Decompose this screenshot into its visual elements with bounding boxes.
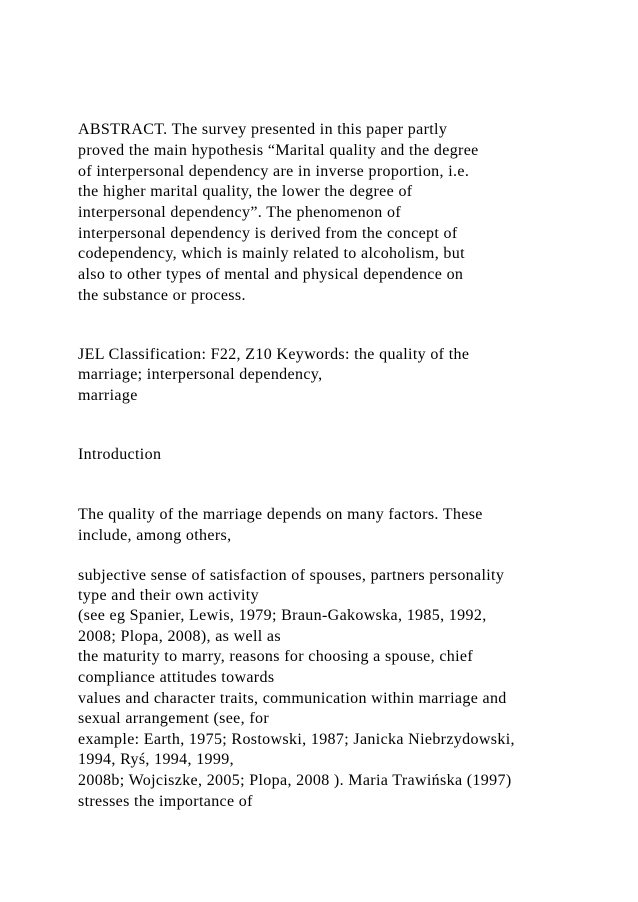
body-text-line: include, among others, [78, 527, 232, 544]
body-text-line: 2008b; Wojciszke, 2005; Plopa, 2008 ). Maria Trawińska (1997) [78, 772, 512, 789]
body-text-line: (see eg Spanier, Lewis, 1979; Braun-Gakowska, 1985, 1992, [78, 607, 487, 624]
body-text-line: example: Earth, 1975; Rostowski, 1987; Janicka Niebrzydowski, [78, 731, 515, 748]
jel-keywords-line: JEL Classification: F22, Z10 Keywords: the quality of the [78, 346, 470, 363]
body-text-line: type and their own activity [78, 587, 259, 604]
body-text-line: 2008; Plopa, 2008), as well as [78, 628, 281, 645]
body-text-line: the maturity to marry, reasons for choosing a spouse, chief [78, 648, 474, 665]
jel-keywords-line: marriage [78, 387, 138, 404]
abstract-line: interpersonal dependency”. The phenomenon of [78, 204, 401, 221]
body-text-line: 1994, Ryś, 1994, 1999, [78, 751, 234, 768]
body-text-line: compliance attitudes towards [78, 669, 275, 686]
abstract-line: the higher marital quality, the lower the degree of [78, 183, 413, 200]
body-text-line: subjective sense of satisfaction of spouses, partners personality [78, 567, 505, 584]
abstract-line: codependency, which is mainly related to alcoholism, but [78, 245, 465, 262]
section-heading: Introduction [78, 446, 162, 463]
abstract-line: the substance or process. [78, 287, 246, 304]
abstract-line: interpersonal dependency is derived from the concept of [78, 225, 458, 242]
abstract-line: of interpersonal dependency are in inverse proportion, i.e. [78, 163, 470, 180]
body-text-line: The quality of the marriage depends on many factors. These [78, 506, 483, 523]
abstract-line: proved the main hypothesis “Marital quality and the degree [78, 142, 479, 159]
abstract-line: ABSTRACT. The survey presented in this paper partly [78, 121, 448, 138]
body-text-line: stresses the importance of [78, 793, 253, 810]
body-text-line: values and character traits, communication within marriage and [78, 690, 507, 707]
jel-keywords-line: marriage; interpersonal dependency, [78, 366, 323, 383]
body-text-line: sexual arrangement (see, for [78, 710, 270, 727]
abstract-line: also to other types of mental and physical dependence on [78, 266, 464, 283]
